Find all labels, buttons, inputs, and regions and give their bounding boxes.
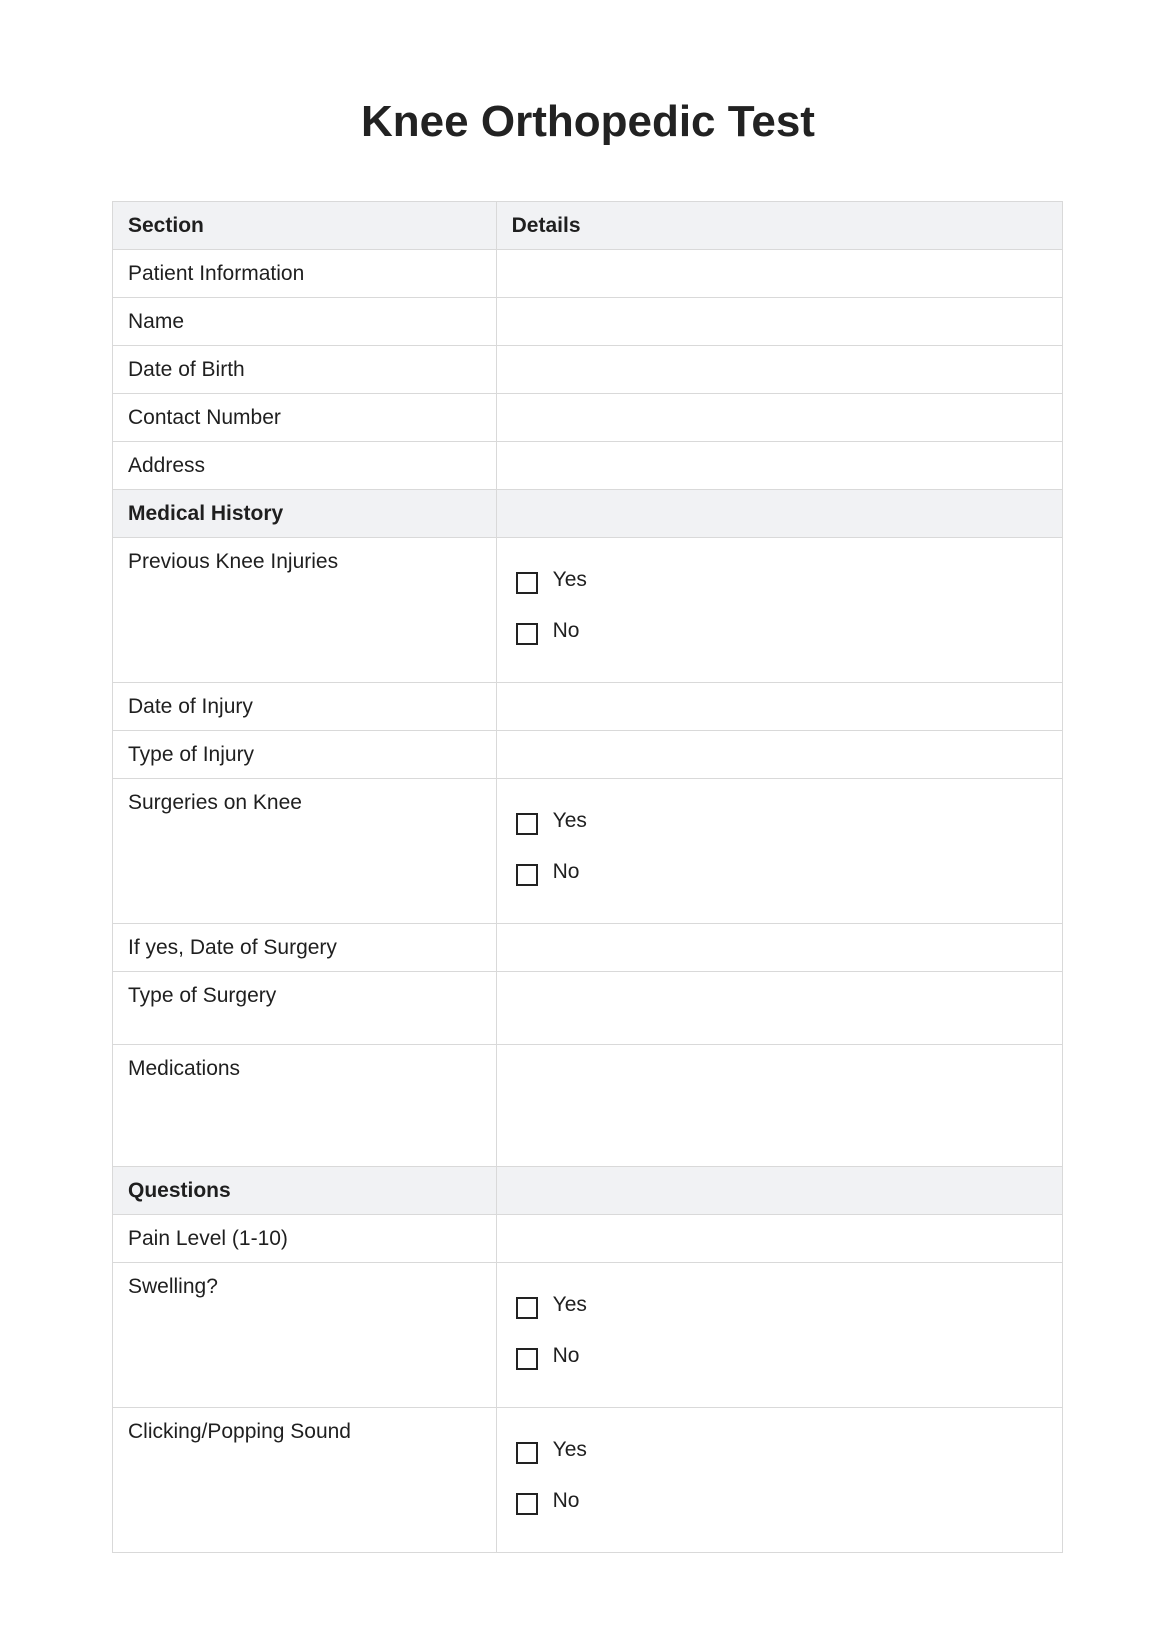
surgeries-yes-option[interactable] — [516, 809, 1062, 860]
table-row — [113, 346, 1063, 394]
table-row — [113, 972, 1063, 1045]
table-row — [113, 779, 1063, 924]
row-label-date-of-surgery: If yes, Date of Surgery — [113, 924, 497, 972]
row-label-surgeries-on-knee: Surgeries on Knee — [113, 779, 497, 924]
section-header-medical-history — [113, 490, 1063, 538]
row-label-medications: Medications — [113, 1045, 497, 1167]
row-label-name: Name — [113, 298, 497, 346]
checkbox-label-no: No — [552, 619, 580, 642]
page-title: Knee Orthopedic Test — [361, 97, 815, 146]
surgeries-no-option[interactable] — [516, 860, 1062, 911]
checkbox-label-no: No — [552, 1489, 580, 1512]
swelling-yes-checkbox[interactable] — [516, 1297, 538, 1319]
row-label-patient-information: Patient Information — [113, 250, 497, 298]
name-field[interactable] — [496, 298, 1062, 346]
swelling-yes-option[interactable] — [516, 1293, 1062, 1344]
table-row — [113, 924, 1063, 972]
previous-injuries-no-checkbox[interactable] — [516, 623, 538, 645]
table-row — [113, 394, 1063, 442]
checkbox-label-no: No — [552, 1344, 580, 1367]
pain-level-field[interactable] — [496, 1215, 1062, 1263]
medications-field[interactable] — [496, 1045, 1062, 1167]
previous-injuries-no-option[interactable] — [516, 619, 1062, 670]
type-of-surgery-field[interactable] — [496, 972, 1062, 1045]
table-row — [113, 683, 1063, 731]
section-title-questions: Questions — [113, 1167, 497, 1215]
table-row — [113, 250, 1063, 298]
checkbox-label-yes: Yes — [552, 1293, 587, 1316]
clicking-no-checkbox[interactable] — [516, 1493, 538, 1515]
previous-injuries-yes-option[interactable] — [516, 568, 1062, 619]
section-header-blank-cell — [496, 1167, 1062, 1215]
row-label-date-of-birth: Date of Birth — [113, 346, 497, 394]
details-column-header: Details — [496, 202, 1062, 250]
section-header-questions — [113, 1167, 1063, 1215]
row-label-type-of-surgery: Type of Surgery — [113, 972, 497, 1045]
surgeries-options — [496, 779, 1062, 924]
row-label-date-of-injury: Date of Injury — [113, 683, 497, 731]
contact-number-field[interactable] — [496, 394, 1062, 442]
swelling-no-checkbox[interactable] — [516, 1348, 538, 1370]
table-header-row — [113, 202, 1063, 250]
address-field[interactable] — [496, 442, 1062, 490]
type-of-injury-field[interactable] — [496, 731, 1062, 779]
date-of-surgery-field[interactable] — [496, 924, 1062, 972]
surgeries-yes-checkbox[interactable] — [516, 813, 538, 835]
row-label-clicking-popping-sound: Clicking/Popping Sound — [113, 1408, 497, 1553]
clicking-yes-option[interactable] — [516, 1438, 1062, 1489]
swelling-no-option[interactable] — [516, 1344, 1062, 1395]
table-row — [113, 1215, 1063, 1263]
section-title-medical-history: Medical History — [113, 490, 497, 538]
table-row — [113, 1045, 1063, 1167]
table-row — [113, 538, 1063, 683]
swelling-options — [496, 1263, 1062, 1408]
section-column-header: Section — [113, 202, 497, 250]
row-label-contact-number: Contact Number — [113, 394, 497, 442]
table-row — [113, 298, 1063, 346]
date-of-injury-field[interactable] — [496, 683, 1062, 731]
checkbox-label-yes: Yes — [552, 1438, 587, 1461]
checkbox-label-no: No — [552, 860, 580, 883]
row-label-pain-level: Pain Level (1-10) — [113, 1215, 497, 1263]
patient-information-field[interactable] — [496, 250, 1062, 298]
clicking-options — [496, 1408, 1062, 1553]
table-row — [113, 1263, 1063, 1408]
row-label-type-of-injury: Type of Injury — [113, 731, 497, 779]
table-row — [113, 442, 1063, 490]
row-label-swelling: Swelling? — [113, 1263, 497, 1408]
checkbox-label-yes: Yes — [552, 809, 587, 832]
previous-injuries-options — [496, 538, 1062, 683]
date-of-birth-field[interactable] — [496, 346, 1062, 394]
table-row — [113, 1408, 1063, 1553]
knee-test-form-table — [112, 201, 1063, 1553]
previous-injuries-yes-checkbox[interactable] — [516, 572, 538, 594]
section-header-blank-cell — [496, 490, 1062, 538]
row-label-address: Address — [113, 442, 497, 490]
clicking-no-option[interactable] — [516, 1489, 1062, 1540]
clicking-yes-checkbox[interactable] — [516, 1442, 538, 1464]
table-row — [113, 731, 1063, 779]
checkbox-label-yes: Yes — [552, 568, 587, 591]
surgeries-no-checkbox[interactable] — [516, 864, 538, 886]
row-label-previous-knee-injuries: Previous Knee Injuries — [113, 538, 497, 683]
